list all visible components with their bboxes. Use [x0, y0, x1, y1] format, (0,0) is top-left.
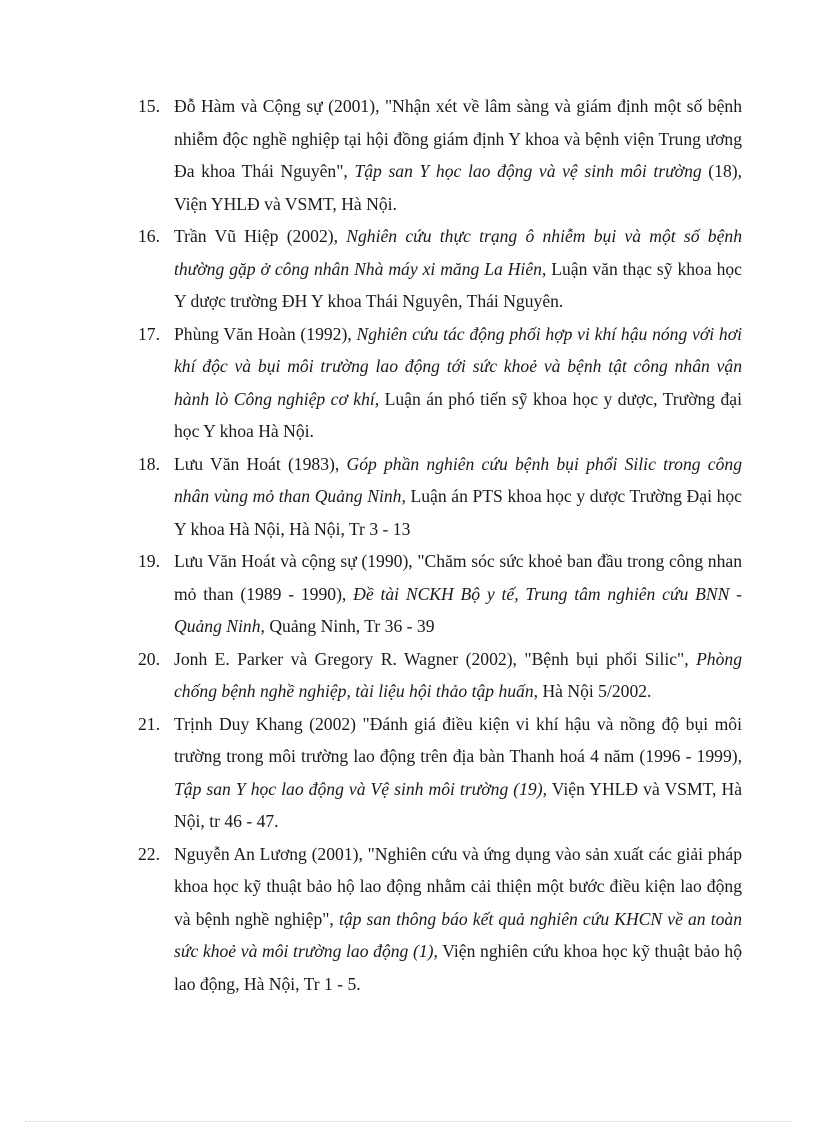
reference-item	[138, 838, 742, 1001]
reference-title: Nghiên cứu tác động phối hợp vi khí hậu nóng với hơi khí độc và bụi môi trường lao động tới sức khoẻ và bệnh tật công nhân vận hành lò Công nghiệp cơ khí,	[174, 323, 743, 409]
reference-text: Trịnh Duy Khang (2002) "Đánh giá điều kiện vi khí hậu và nồng độ bụi môi trường trong môi trường lao động trên địa bàn Thanh hoá 4 năm (1996 - 1999),	[174, 713, 742, 766]
reference-text: Viện nghiên cứu khoa học kỹ thuật bảo hộ lao động, Hà Nội, Tr 1 - 5.	[174, 941, 742, 994]
reference-item	[138, 545, 742, 643]
reference-title: Phòng chống bệnh nghề nghiệp, tài liệu hội thảo tập huấn,	[174, 648, 742, 701]
reference-number: 19.	[138, 551, 160, 571]
reference-number: 21.	[138, 713, 160, 734]
reference-title: tập san thông báo kết quả nghiên cứu KHCN về an toàn sức khoẻ và môi trường lao động (1),	[174, 908, 742, 961]
reference-title: Góp phần nghiên cứu bệnh bụi phổi Silic trong công nhân vùng mỏ than Quảng Ninh,	[174, 453, 742, 506]
reference-item	[138, 643, 742, 708]
reference-list	[138, 90, 742, 1000]
reference-text: Luận án PTS khoa học y dược Trường Đại học Y khoa Hà Nội, Hà Nội, Tr 3 - 13	[174, 486, 742, 539]
reference-number: 18.	[138, 453, 160, 474]
reference-text: Luận văn thạc sỹ khoa học Y dược trường ĐH Y khoa Thái Nguyên, Thái Nguyên.	[174, 258, 742, 311]
reference-item	[138, 708, 742, 838]
reference-text: (18), Viện YHLĐ và VSMT, Hà Nội.	[174, 161, 743, 214]
reference-text: , Quảng Ninh, Tr 36 - 39	[260, 616, 435, 636]
reference-title: Đề tài NCKH Bộ y tế, Trung tâm nghiên cứu BNN - Quảng Ninh	[174, 583, 742, 636]
reference-text: Phùng Văn Hoàn (1992),	[174, 323, 357, 344]
reference-text: Jonh E. Parker và Gregory R. Wagner (2002), "Bệnh bụi phổi Silic",	[174, 648, 697, 669]
reference-text: Luận án phó tiến sỹ khoa học y dược, Trường đại học Y khoa Hà Nội.	[174, 388, 742, 441]
reference-title: Tập san Y học lao động và Vệ sinh môi trường (19),	[174, 778, 547, 799]
reference-text: Trần Vũ Hiệp (2002),	[174, 226, 347, 246]
reference-text: Viện YHLĐ và VSMT, Hà Nội, tr 46 - 47.	[174, 778, 742, 831]
page-bottom-rule	[25, 1121, 791, 1122]
reference-text: Đỗ Hàm và Cộng sự (2001), "Nhận xét về lâm sàng và giám định một số bệnh nhiễm độc nghề nghiệp tại hội đồng giám định Y khoa và bệnh viện Trung ương Đa khoa Thái Nguyên",	[174, 96, 742, 181]
reference-title: Nghiên cứu thực trạng ô nhiễm bụi và một số bệnh thường gặp ở công nhân Nhà máy xi măng La Hiên,	[174, 226, 743, 279]
reference-text: Lưu Văn Hoát và cộng sự (1990), "Chăm sóc sức khoẻ ban đầu trong công nhan mỏ than (1989 - 1990),	[174, 551, 742, 604]
reference-item	[138, 90, 742, 220]
reference-number: 15.	[138, 96, 160, 116]
reference-title: Tập san Y học lao động và vệ sinh môi trường	[354, 161, 702, 181]
reference-text: Hà Nội 5/2002.	[538, 681, 652, 701]
reference-item	[138, 448, 742, 546]
reference-number: 16.	[138, 226, 160, 246]
reference-number: 22.	[138, 843, 160, 864]
reference-item	[138, 220, 742, 318]
reference-number: 20.	[138, 648, 160, 669]
reference-text: Lưu Văn Hoát (1983),	[174, 453, 347, 474]
reference-item	[138, 318, 742, 448]
reference-text: Nguyễn An Lương (2001), "Nghiên cứu và ứng dụng vào sản xuất các giải pháp khoa học kỹ thuật bảo hộ lao động nhằm cải thiện một bước điều kiện lao động và bệnh nghề nghiệp",	[174, 843, 742, 929]
reference-number: 17.	[138, 323, 160, 344]
